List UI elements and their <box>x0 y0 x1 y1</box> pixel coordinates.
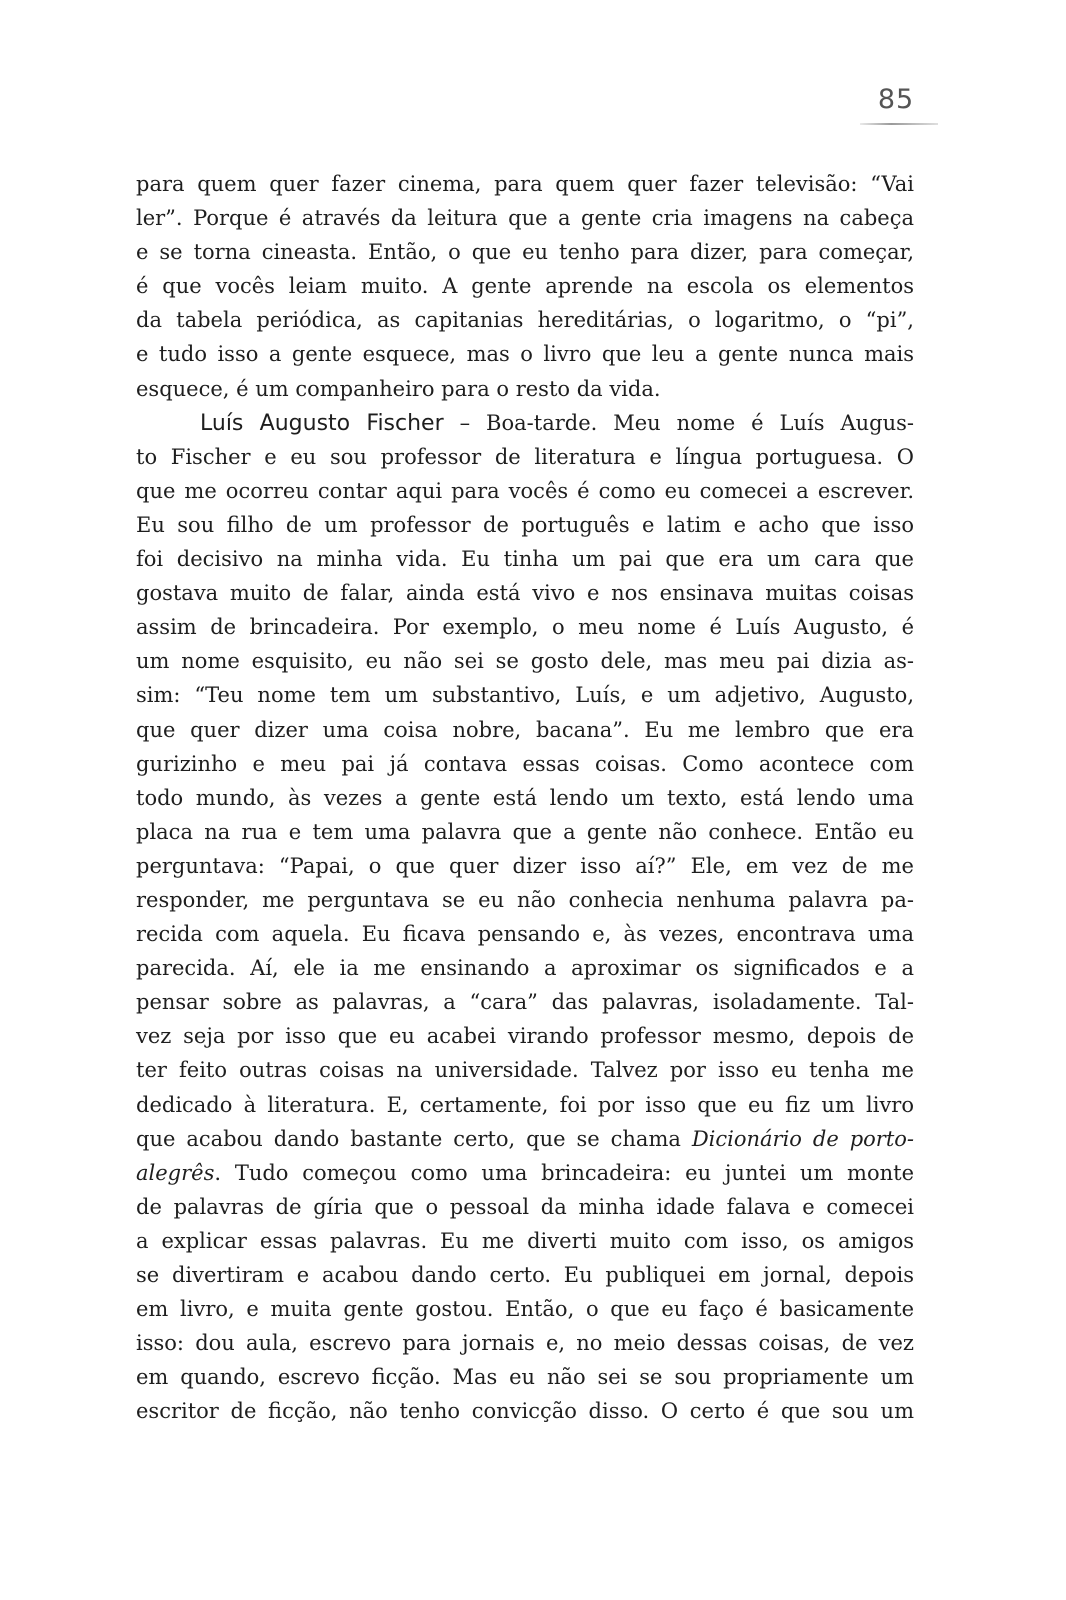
text-line: ter feito outras coisas na universidade. Talvez por isso eu tenha me <box>136 1058 914 1083</box>
book-line-after: . Tudo começou como uma brincadeira: eu juntei um monte <box>214 1160 914 1185</box>
text-line: um nome esquisito, eu não sei se gosto dele, mas meu pai dizia as- <box>136 649 914 674</box>
text-line: Eu sou filho de um professor de português e latim e acho que isso <box>136 512 914 537</box>
text-line: gurizinho e meu pai já contava essas coisas. Como acontece com <box>136 751 914 776</box>
text-line: em livro, e muita gente gostou. Então, o que eu faço é basicamente <box>136 1297 914 1322</box>
speaker-line-text: – Boa-tarde. Meu nome é Luís Augus- <box>443 410 914 435</box>
text-line: sim: “Teu nome tem um substantivo, Luís, e um adjetivo, Augusto, <box>136 683 914 708</box>
text-line: parecida. Aí, ele ia me ensinando a aproximar os significados e a <box>136 956 914 981</box>
text-line: recida com aquela. Eu ficava pensando e, às vezes, encontrava uma <box>136 922 914 947</box>
text-line: e tudo isso a gente esquece, mas o livro que leu a gente nunca mais <box>136 342 914 367</box>
text-line: a explicar essas palavras. Eu me diverti muito com isso, os amigos <box>136 1228 914 1253</box>
text-line: em quando, escrevo ficção. Mas eu não sei se sou propriamente um <box>136 1365 914 1390</box>
body-text <box>136 167 914 1428</box>
text-line: se divertiram e acabou dando certo. Eu publiquei em jornal, depois <box>136 1263 914 1287</box>
book-title-line-2 <box>136 1156 914 1190</box>
text-line: da tabela periódica, as capitanias hereditárias, o logaritmo, o “pi”, <box>136 308 914 333</box>
text-line: pensar sobre as palavras, a “cara” das palavras, isoladamente. Tal- <box>136 990 914 1015</box>
text-line: responder, me perguntava se eu não conhecia nenhuma palavra pa- <box>136 887 914 912</box>
text-line: de palavras de gíria que o pessoal da minha idade falava e comecei <box>136 1194 914 1219</box>
text-line: vez seja por isso que eu acabei virando professor mesmo, depois de <box>136 1024 914 1049</box>
text-line: é que vocês leiam muito. A gente aprende na escola os elementos <box>136 274 914 299</box>
text-line: que me ocorreu contar aqui para vocês é como eu comecei a escrever. <box>136 478 914 503</box>
book-title-line-1 <box>136 1122 914 1156</box>
text-line: placa na rua e tem uma palavra que a gente não conhece. Então eu <box>136 819 914 844</box>
text-line: isso: dou aula, escrevo para jornais e, no meio dessas coisas, de vez <box>136 1331 914 1356</box>
text-line: todo mundo, às vezes a gente está lendo um texto, está lendo uma <box>136 785 914 810</box>
text-line: esquece, é um companheiro para o resto da vida. <box>136 376 661 401</box>
book-title-part-1: Dicionário de porto- <box>691 1126 914 1151</box>
text-line: que quer dizer uma coisa nobre, bacana”. Eu me lembro que era <box>136 717 914 742</box>
text-line: to Fischer e eu sou professor de literatura e língua portuguesa. O <box>136 444 914 469</box>
paragraph-1 <box>136 167 914 406</box>
text-line: dedicado à literatura. E, certamente, foi por isso que eu fiz um livro <box>136 1092 914 1117</box>
text-line: escritor de ficção, não tenho convicção disso. O certo é que sou um <box>136 1399 914 1424</box>
text-line: para quem quer fazer cinema, para quem quer fazer televisão: “Vai <box>136 172 914 196</box>
paragraph-2 <box>136 406 914 1429</box>
book-title-part-2: alegrês <box>136 1160 215 1185</box>
text-line: perguntava: “Papai, o que quer dizer isso aí?” Ele, em vez de me <box>136 853 914 878</box>
text-line: foi decisivo na minha vida. Eu tinha um pai que era um cara que <box>136 547 914 572</box>
page-number-rule <box>860 123 938 125</box>
speaker-name: Luís Augusto Fischer <box>200 410 444 436</box>
text-line: ler”. Porque é através da leitura que a gente cria imagens na cabeça <box>136 206 914 231</box>
speaker-line <box>136 406 914 440</box>
text-line: gostava muito de falar, ainda está vivo e nos ensinava muitas coisas <box>136 581 914 606</box>
text-line: e se torna cineasta. Então, o que eu tenho para dizer, para começar, <box>136 240 914 265</box>
book-line-before: que acabou dando bastante certo, que se chama <box>136 1126 692 1151</box>
page-number: 85 <box>877 84 915 115</box>
text-line: assim de brincadeira. Por exemplo, o meu nome é Luís Augusto, é <box>136 615 914 640</box>
